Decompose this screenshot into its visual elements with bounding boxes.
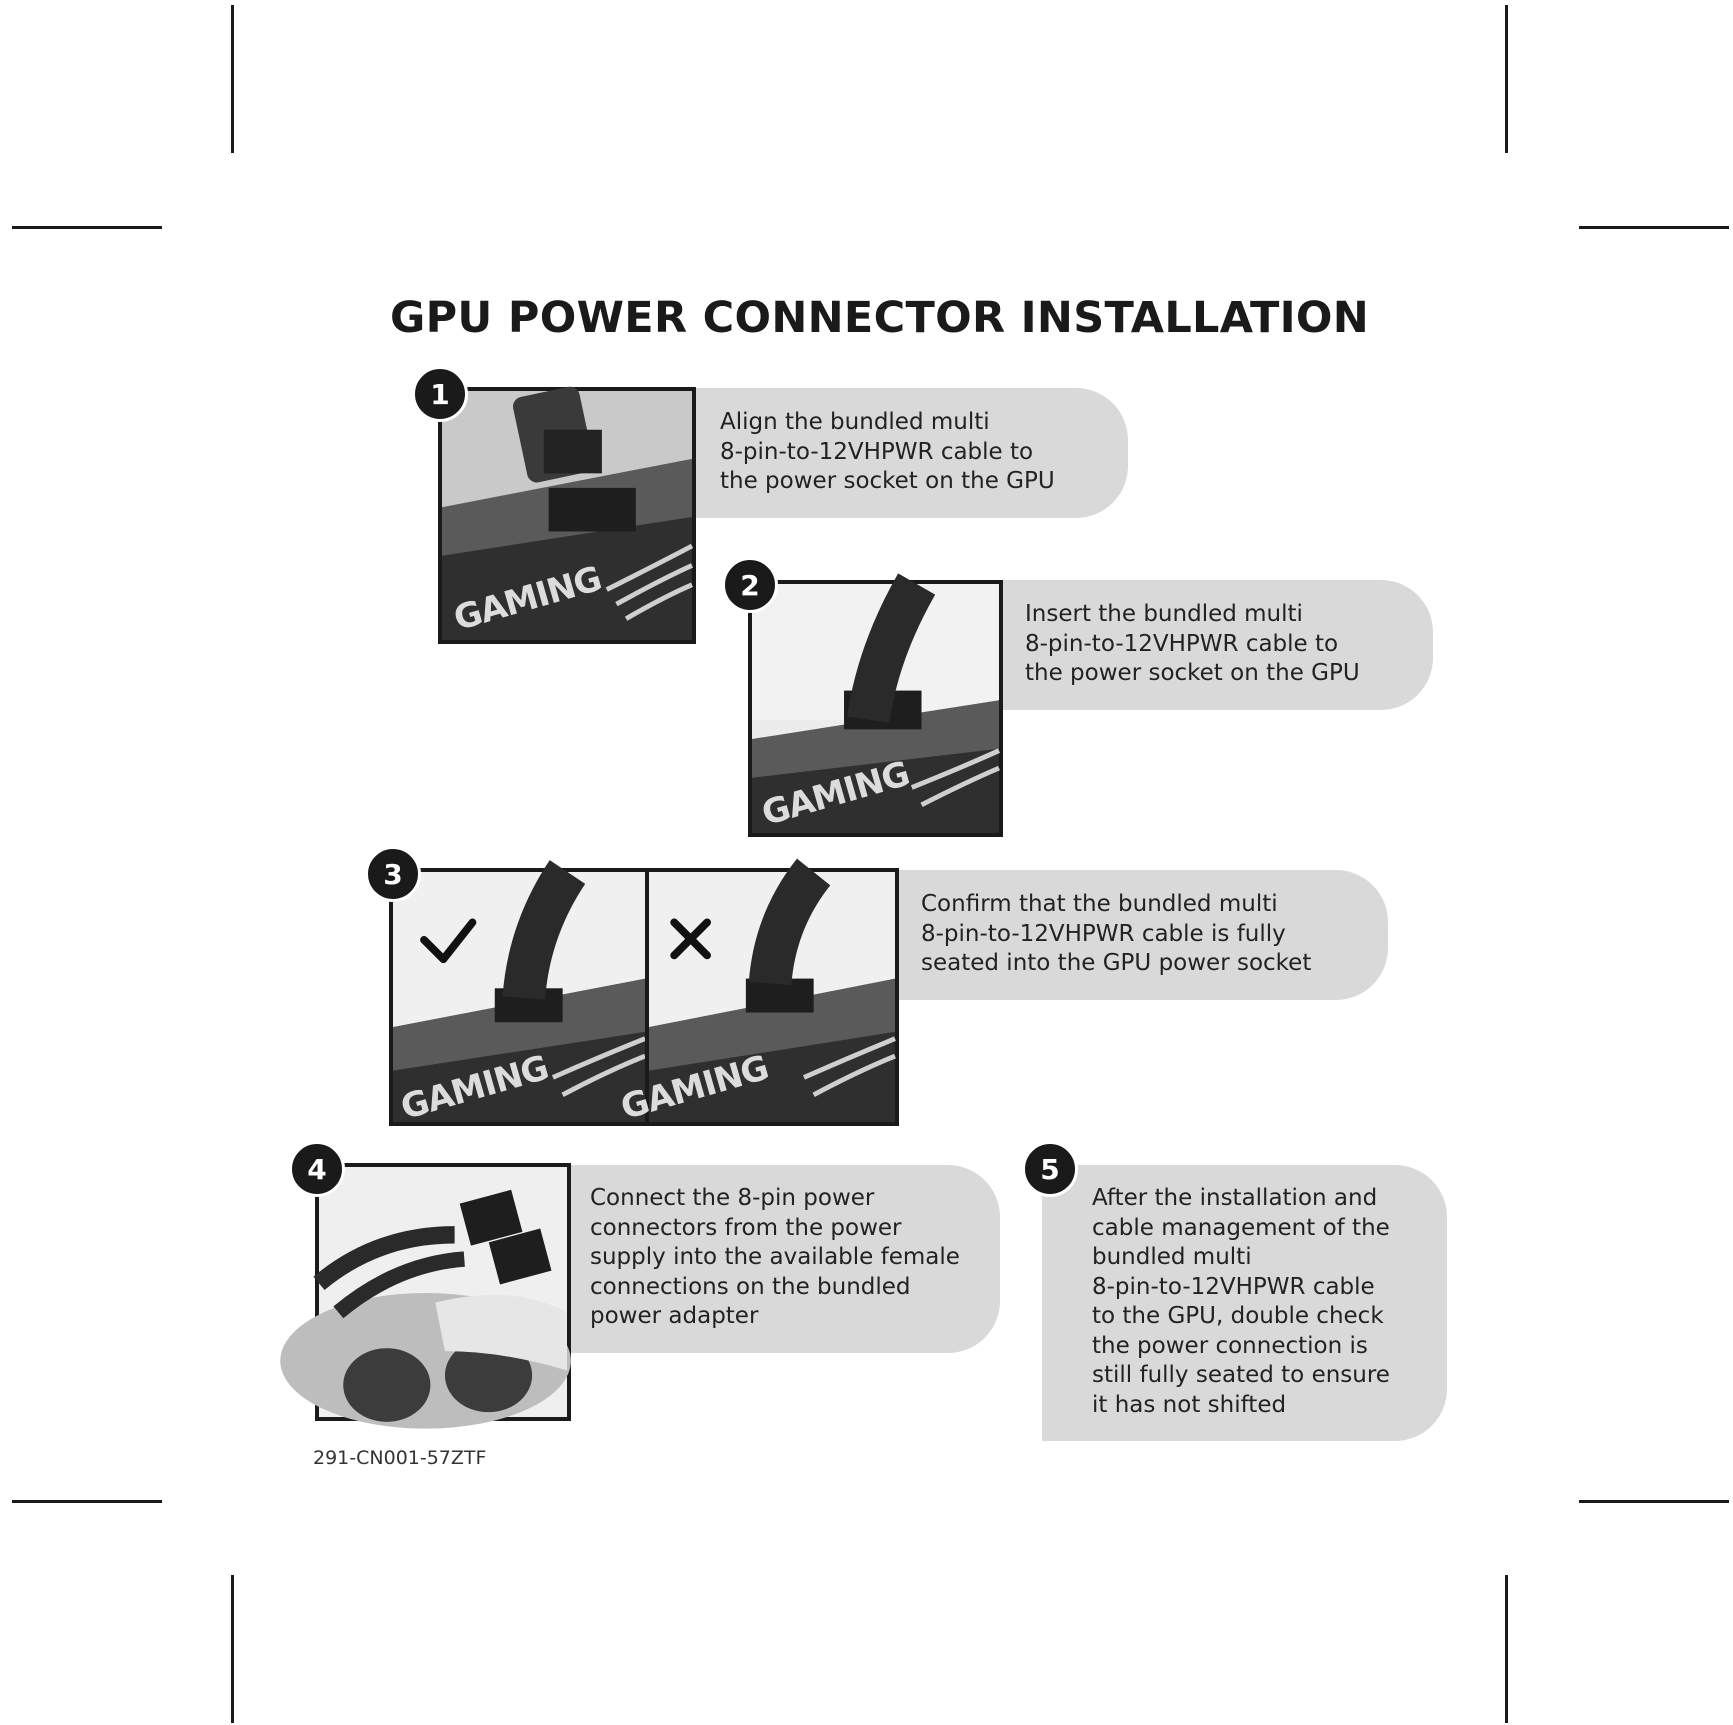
step-4-photo [315,1163,571,1421]
step-2-badge: 2 [722,557,778,613]
step-2-text: Insert the bundled multi 8-pin-to-12VHPWR cable to the power socket on the GPU [1025,601,1360,686]
step-3-photo-correct [389,868,649,1129]
crop-mark [231,1575,234,1723]
step-4-text: Connect the 8-pin power connectors from the power supply into the available female connections on the bundled power adapter [590,1185,960,1329]
crop-mark [231,5,234,153]
step-5-text: After the installation and cable management of the bundled multi 8-pin-to-12VHPWR cable to the GPU, double check the power connection is still fully seated to ensure it has not shifted [1092,1185,1390,1418]
step-4-badge: 4 [289,1141,345,1197]
step-1-photo-brand: GAMING [449,558,606,640]
step-3-photo-brand: GAMING [396,1047,553,1129]
step-1-text: Align the bundled multi 8-pin-to-12VHPWR cable to the power socket on the GPU [720,409,1055,494]
crop-mark [12,1500,162,1503]
crop-mark [1579,1500,1729,1503]
step-1-badge: 1 [412,366,468,422]
crop-mark [1505,5,1508,153]
page-title: GPU POWER CONNECTOR INSTALLATION [390,293,1370,343]
step-2-photo [748,580,1003,837]
part-code: 291-CN001-57ZTF [313,1447,487,1469]
crop-mark [12,226,162,229]
step-3-photo-incorrect [616,868,899,1129]
step-3-text: Confirm that the bundled multi 8-pin-to-12VHPWR cable is fully seated into the GPU power socket [921,891,1312,976]
step-3-photo-brand-cropped: GAMING [616,1047,773,1129]
crop-mark [1579,226,1729,229]
step-2-photo-brand: GAMING [757,753,914,835]
crop-mark [1505,1575,1508,1723]
step-3-badge: 3 [365,846,421,902]
step-5-badge: 5 [1022,1141,1078,1197]
step-1-photo [438,387,696,644]
